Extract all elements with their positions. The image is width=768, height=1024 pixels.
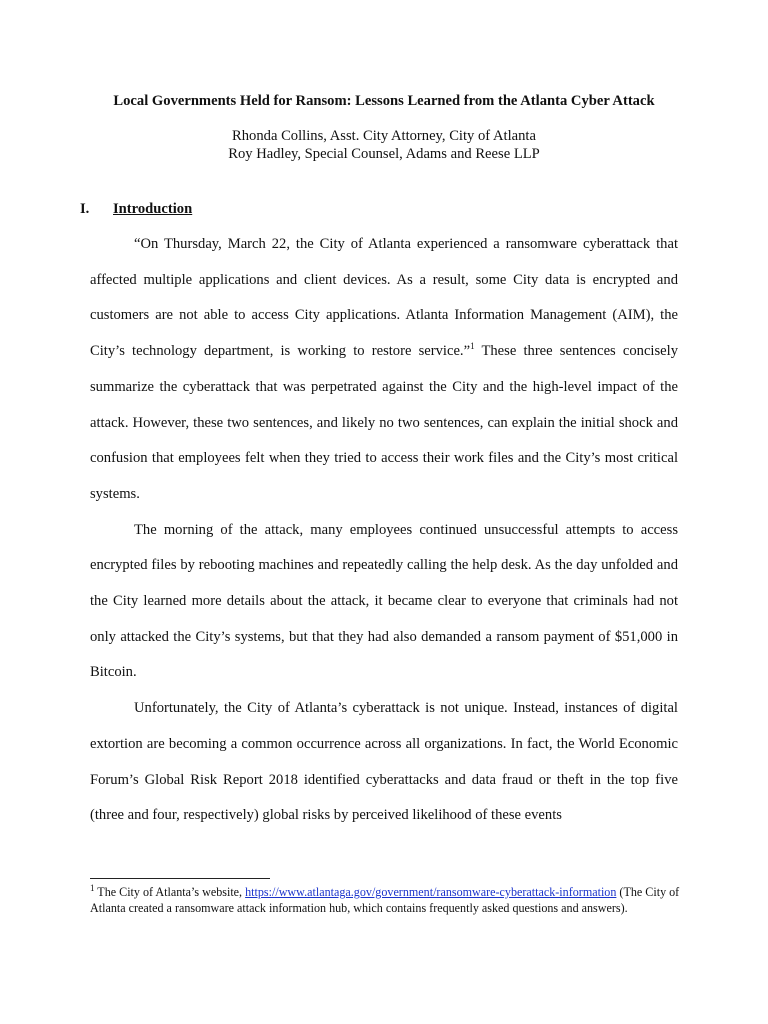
footnote-reference[interactable]: 1: [470, 341, 475, 352]
footnote-divider: [90, 878, 270, 879]
document-title: Local Governments Held for Ransom: Lessons Learned from the Atlanta Cyber Attack: [113, 93, 655, 109]
paragraph-1-rest: These three sentences concisely summarize the cyberattack that was perpetrated against the City and the high-level impact of the attack. However, these two sentences, and likely no two sentences, can explain the initial shock and confusion that employees felt when they tried to access their work files and the City’s most critical systems.: [90, 343, 679, 502]
author-line-1: Rhonda Collins, Asst. City Attorney, City of Atlanta: [232, 128, 536, 144]
paragraph-3: Unfortunately, the City of Atlanta’s cyberattack is not unique. Instead, instances of digital extortion are becoming a common occurrence across all organizations. In fact, the World Economic Forum’s Global Risk Report 2018 identified cyberattacks and data fraud or theft in the top five (three and four, respectively) global risks by perceived likelihood of these events: [90, 700, 678, 824]
body-text: [90, 227, 678, 834]
paragraph-1-quote: “On Thursday, March 22, the City of Atlanta experienced a ransomware cyberattack that affected multiple applications and client devices. As a result, some City data is encrypted and customers are not able to access City applications. Atlanta Information Management (AIM), the City’s technology department, is working to restore service.”: [90, 236, 678, 360]
section-number: I.: [80, 201, 90, 217]
section-title: Introduction: [113, 201, 193, 217]
footnote-text-end: (The City of Atlanta created a ransomware attack information hub, which contains frequently asked questions and answers).: [90, 885, 680, 915]
author-line-2: Roy Hadley, Special Counsel, Adams and Reese LLP: [228, 146, 540, 162]
footnote-mark: 1: [90, 882, 95, 893]
paragraph-1: [90, 227, 678, 513]
footnote-link[interactable]: https://www.atlantaga.gov/government/ransomware-cyberattack-information: [245, 885, 617, 899]
footnote: [90, 884, 680, 916]
footnote-text-start: The City of Atlanta’s website,: [94, 885, 246, 899]
paragraph-2: The morning of the attack, many employees continued unsuccessful attempts to access encrypted files by rebooting machines and repeatedly calling the help desk. As the day unfolded and the City learned more details about the attack, it became clear to everyone that criminals had not only attacked the City’s systems, but that they had also demanded a ransom payment of $51,000 in Bitcoin.: [90, 521, 678, 681]
